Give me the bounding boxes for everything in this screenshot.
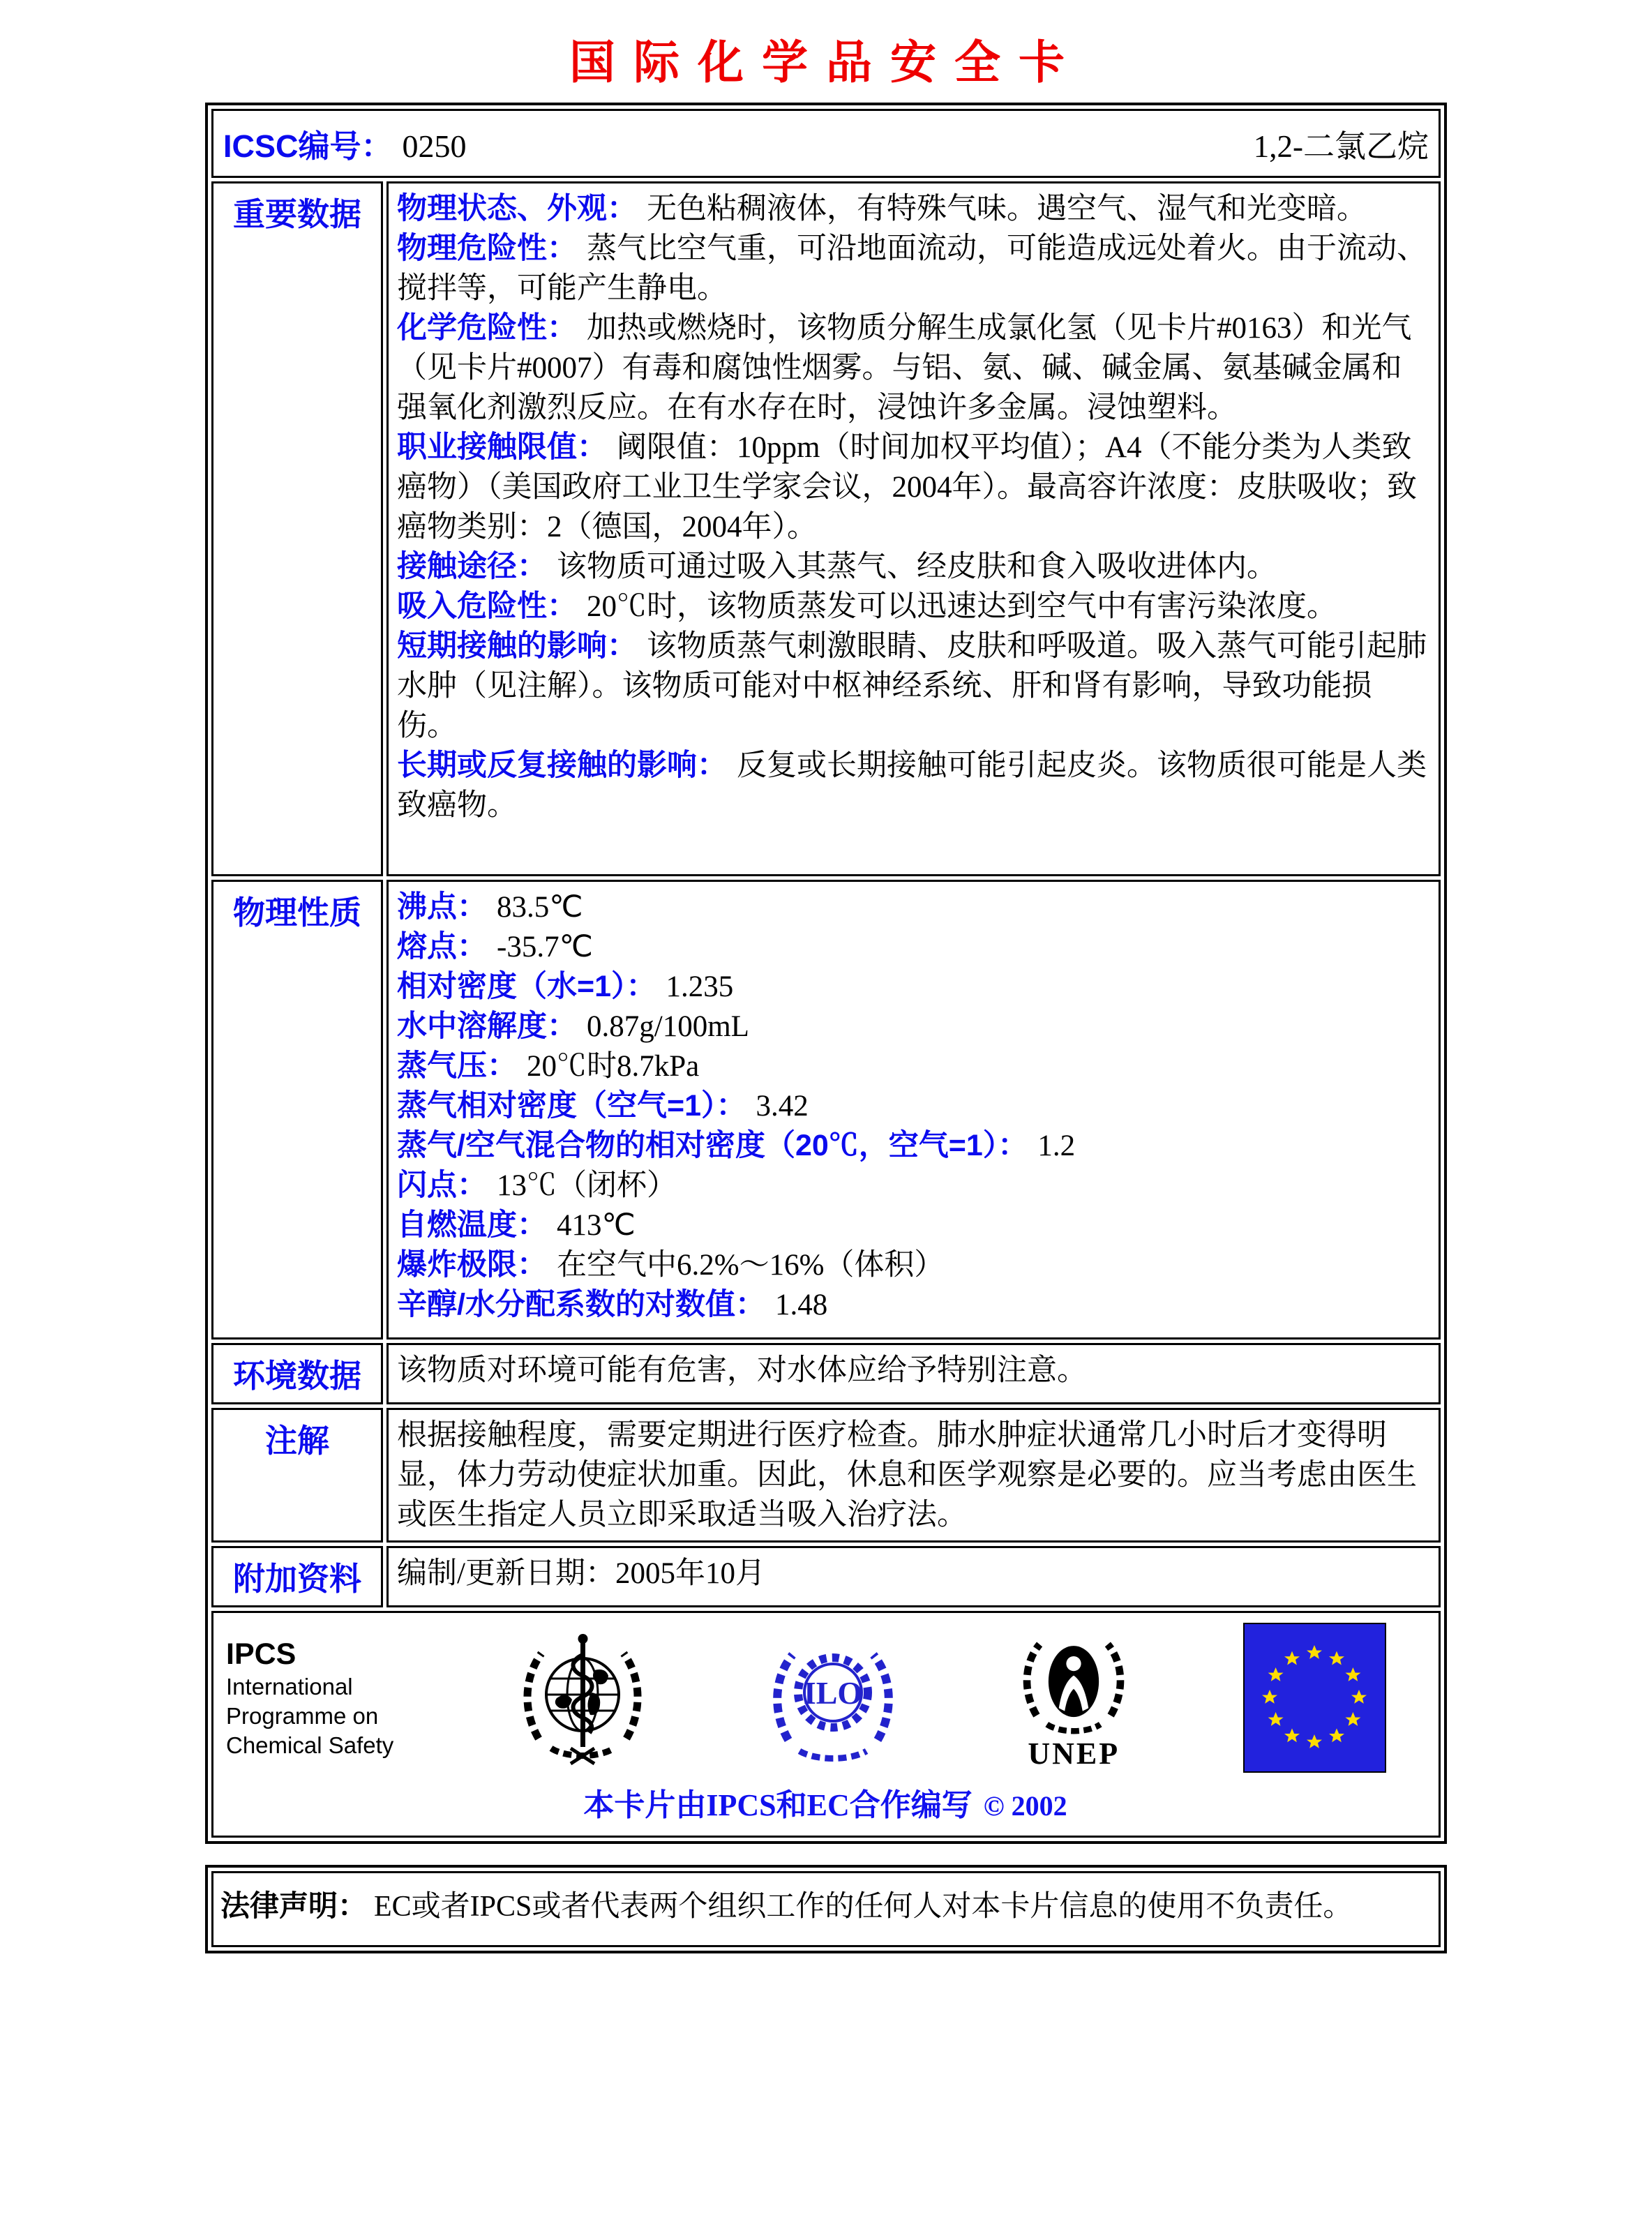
legal-cell	[211, 1871, 1441, 1947]
section-label-environmental-data: 环境数据	[211, 1343, 383, 1404]
header-row	[211, 109, 1441, 178]
field-text: 0.87g/100mL	[587, 1010, 749, 1043]
unep-label: UNEP	[1028, 1736, 1120, 1771]
section-row-notes	[211, 1408, 1441, 1543]
field-line	[397, 547, 1430, 587]
field-line	[397, 229, 1430, 308]
field-line	[397, 1126, 1430, 1166]
section-row-physical-properties	[211, 880, 1441, 1340]
field-label: 蒸气压：	[397, 1049, 517, 1083]
credit-line	[226, 1780, 1425, 1824]
field-text: -35.7℃	[497, 931, 593, 963]
field-text: 20℃时，该物质蒸发可以迅速达到空气中有害污染浓度。	[587, 590, 1337, 623]
unep-logo	[1014, 1625, 1133, 1736]
field-label: 吸入危险性：	[397, 590, 577, 623]
field-text: 根据接触程度，需要定期进行医疗检查。肺水肿症状通常几小时后才变得明显，体力劳动使症状加重。因此，休息和医学观察是必要的。应当考虑由医生或医生指定人员立即采取适当吸入治疗法。	[397, 1419, 1417, 1531]
icsc-number-value: 0250	[402, 128, 467, 164]
logos-row	[211, 1611, 1441, 1838]
ilo-label: ILO	[803, 1674, 862, 1711]
ipcs-block	[226, 1636, 404, 1760]
ipcs-title: IPCS	[226, 1637, 296, 1671]
field-label: 爆炸极限：	[397, 1248, 547, 1282]
field-label: 蒸气/空气混合物的相对密度（20℃，空气=1）：	[397, 1129, 1028, 1162]
logos-cell	[211, 1611, 1441, 1838]
header-cell	[211, 109, 1441, 178]
section-content-physical-properties	[386, 880, 1441, 1340]
field-label: 长期或反复接触的影响：	[397, 749, 727, 782]
section-label-physical-properties: 物理性质	[211, 880, 383, 1340]
field-line	[397, 1554, 1430, 1593]
legal-row	[211, 1871, 1441, 1947]
eu-flag	[1243, 1623, 1386, 1773]
field-line	[397, 1166, 1430, 1206]
section-row-environmental-data	[211, 1343, 1441, 1404]
field-line	[397, 308, 1430, 428]
field-label: 物理危险性：	[397, 232, 577, 265]
section-row-important-data	[211, 181, 1441, 876]
field-line	[397, 626, 1430, 746]
field-line	[397, 1245, 1430, 1285]
field-line	[397, 1416, 1430, 1535]
copyright-text: © 2002	[983, 1790, 1067, 1822]
field-text: 蒸气比空气重，可沿地面流动，可能造成远处着火。由于流动、搅拌等，可能产生静电。	[397, 232, 1427, 305]
field-text: 20℃时8.7kPa	[527, 1050, 700, 1083]
field-text: 反复或长期接触可能引起皮炎。该物质很可能是人类致癌物。	[397, 749, 1427, 822]
field-text: 1.2	[1037, 1130, 1076, 1162]
field-label: 短期接触的影响：	[397, 629, 637, 663]
field-line	[397, 1206, 1430, 1245]
field-label: 化学危险性：	[397, 311, 577, 345]
icsc-number-label: ICSC编号：	[223, 128, 393, 164]
section-content-notes	[386, 1408, 1441, 1543]
section-content-environmental-data	[386, 1343, 1441, 1404]
field-text: 加热或燃烧时，该物质分解生成氯化氢（见卡片#0163）和光气（见卡片#0007）有毒和腐蚀性烟雾。与铝、氨、碱、碱金属、氨基碱金属和强氧化剂激烈反应。在有水存在时，浸蚀许多金属。浸蚀塑料。	[397, 312, 1412, 424]
field-line	[397, 1046, 1430, 1086]
field-text: 在空气中6.2%～16%（体积）	[557, 1249, 945, 1282]
field-line	[397, 587, 1430, 626]
page-title: 国际化学品安全卡	[569, 35, 1083, 89]
field-text: 阈限值：10ppm（时间加权平均值）；A4（不能分类为人类致癌物）（美国政府工业卫生学家会议，2004年）。最高容许浓度：皮肤吸收；致癌物类别：2（德国，2004年）。	[397, 431, 1417, 543]
field-label: 职业接触限值：	[397, 430, 607, 464]
field-text: 无色粘稠液体，有特殊气味。遇空气、湿气和光变暗。	[647, 193, 1367, 225]
field-text: 该物质可通过吸入其蒸气、经皮肤和食入吸收进体内。	[557, 550, 1277, 583]
field-text: 1.235	[666, 970, 734, 1003]
field-line	[397, 1007, 1430, 1046]
field-text: 该物质对环境可能有危害，对水体应给予特别注意。	[397, 1354, 1087, 1387]
legal-notice-box	[205, 1865, 1447, 1953]
field-line	[397, 1285, 1430, 1325]
field-text: 413℃	[557, 1209, 636, 1242]
field-label: 相对密度（水=1）：	[397, 970, 656, 1003]
field-line	[397, 1351, 1430, 1390]
field-line	[397, 428, 1430, 547]
field-line	[397, 887, 1430, 927]
section-label-additional-info: 附加资料	[211, 1546, 383, 1607]
ipcs-line: Chemical Safety	[226, 1732, 394, 1758]
field-label: 蒸气相对密度（空气=1）：	[397, 1089, 746, 1123]
field-label: 熔点：	[397, 930, 487, 963]
field-line	[397, 967, 1430, 1007]
section-content-important-data	[386, 181, 1441, 876]
credit-text: 本卡片由IPCS和EC合作编写	[583, 1788, 973, 1822]
field-label: 接触途径：	[397, 550, 547, 583]
field-line	[397, 746, 1430, 825]
field-label: 辛醇/水分配系数的对数值：	[397, 1288, 765, 1321]
section-label-notes: 注解	[211, 1408, 383, 1543]
field-label: 闪点：	[397, 1169, 487, 1202]
field-text: 83.5℃	[497, 891, 583, 924]
field-line	[397, 1086, 1430, 1126]
field-label: 自燃温度：	[397, 1208, 547, 1242]
unep-block	[1014, 1625, 1133, 1771]
ipcs-line: International	[226, 1673, 353, 1699]
ilo-logo	[761, 1628, 905, 1768]
field-label: 物理状态、外观：	[397, 192, 637, 225]
ipcs-line: Programme on	[226, 1702, 379, 1729]
field-label: 水中溶解度：	[397, 1010, 577, 1043]
who-logo	[514, 1628, 651, 1768]
icsc-number	[223, 121, 467, 166]
field-text: 编制/更新日期：2005年10月	[397, 1557, 765, 1590]
field-line	[397, 189, 1430, 229]
legal-label: 法律声明：	[220, 1889, 368, 1922]
section-label-important-data: 重要数据	[211, 181, 383, 876]
section-content-additional-info	[386, 1546, 1441, 1607]
field-label: 沸点：	[397, 890, 487, 924]
field-line	[397, 927, 1430, 967]
field-text: 该物质蒸气刺激眼睛、皮肤和呼吸道。吸入蒸气可能引起肺水肿（见注解）。该物质可能对中枢神经系统、肝和肾有影响，导致功能损伤。	[397, 630, 1427, 742]
chemical-name: 1,2-二氯乙烷	[1253, 129, 1429, 164]
section-row-additional-info	[211, 1546, 1441, 1607]
field-text: 3.42	[756, 1090, 809, 1123]
icsc-card-table	[205, 103, 1447, 1844]
field-text: 1.48	[774, 1289, 828, 1321]
legal-text: EC或者IPCS或者代表两个组织工作的任何人对本卡片信息的使用不负责任。	[374, 1891, 1353, 1923]
field-text: 13℃（闭杯）	[497, 1169, 677, 1202]
